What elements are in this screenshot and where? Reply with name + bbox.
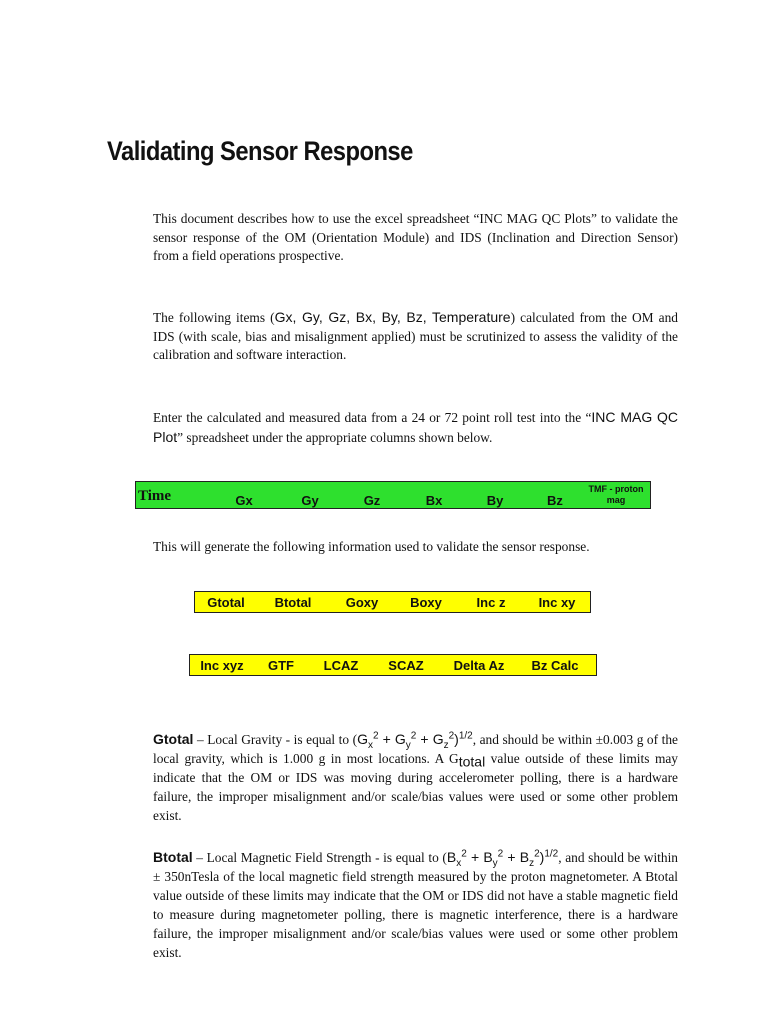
output-goxy: Goxy: [345, 594, 379, 610]
gtotal-paragraph: Gtotal – Local Gravity - is equal to $(G_x^2 + G_y^2 + G_z^2)^{1/2}$, and should be within ±0.003 g of the local gravity, which is 1.000 g in most locations. A $G_{total}$ value outside of these limits may indicate that the OM or IDS was moving during accelerometer polling, there is a hardware failure, the improper misalignment and/or scale/bias values were used or some other problem exist.: [153, 730, 678, 823]
column-by: By: [486, 492, 504, 508]
output-bz-calc: Bz Calc: [531, 657, 579, 673]
output-scaz: SCAZ: [388, 657, 424, 673]
outputs-bar-1: [194, 591, 591, 613]
spreadsheet-columns-bar: [135, 481, 651, 509]
output-inc-xyz: Inc xyz: [200, 657, 244, 673]
gtotal-term: Gtotal: [153, 731, 194, 747]
output-btotal: Btotal: [274, 594, 312, 610]
column-tmf: TMF - proton mag: [588, 484, 644, 505]
output-gtf: GTF: [268, 657, 294, 673]
output-inc-xy: Inc xy: [538, 594, 576, 610]
btotal-paragraph: Btotal – Local Magnetic Field Strength - is equal to $(B_x^2 + B_y^2 + B_z^2)^{1/2}$, and should be within ± 350nTesla of the local magnetic field strength measured by the proton magnetometer. A Btotal value outside of these limits may indicate that the OM or IDS did not have a stable magnetic field to measure during magnetometer polling, there is magnetic interference, there is a hardware failure, the improper misalignment and/or scale/bias values were used or some other problem exist.: [153, 848, 679, 960]
output-inc-z: Inc z: [476, 594, 506, 610]
column-gy: Gy: [301, 492, 319, 508]
output-delta-az: Delta Az: [453, 657, 505, 673]
roll-test-paragraph: Enter the calculated and measured data from a 24 or 72 point roll test into the “INC MAG QC Plot” spreadsheet under the appropriate columns shown below.: [153, 409, 678, 445]
column-gx: Gx: [235, 492, 253, 508]
btotal-formula: $B_x^2 + B_y^2 + B_z^2)^{1/2}$: [446, 848, 559, 869]
gtotal-formula: $G_x^2 + G_y^2 + G_z^2)^{1/2}$: [357, 730, 473, 751]
btotal-term: Btotal: [153, 849, 193, 865]
page-title: Validating Sensor Response: [107, 136, 413, 166]
column-bx: Bx: [425, 492, 443, 508]
column-gz: Gz: [363, 492, 381, 508]
outputs-bar-2: [189, 654, 597, 676]
spreadsheet-name: INC MAG QC Plot: [153, 409, 678, 445]
output-gtotal: Gtotal: [207, 594, 245, 610]
output-lcaz: LCAZ: [323, 657, 359, 673]
items-list: Gx, Gy, Gz, Bx, By, Bz, Temperature: [274, 309, 511, 325]
output-boxy: Boxy: [410, 594, 442, 610]
generate-paragraph: This will generate the following information used to validate the sensor response.: [153, 539, 590, 554]
items-paragraph: The following items (Gx, Gy, Gz, Bx, By, Bz, Temperature) calculated from the OM and IDS (with scale, bias and misalignment applied) must be scrutinized to assess the validity of the calibration and software interaction.: [153, 309, 679, 362]
intro-paragraph: This document describes how to use the excel spreadsheet “INC MAG QC Plots” to validate the sensor response of the OM (Orientation Module) and IDS (Inclination and Direction Sensor) from a field operations prospective.: [153, 211, 678, 263]
column-time: Time: [138, 487, 172, 504]
column-bz: Bz: [547, 492, 563, 508]
